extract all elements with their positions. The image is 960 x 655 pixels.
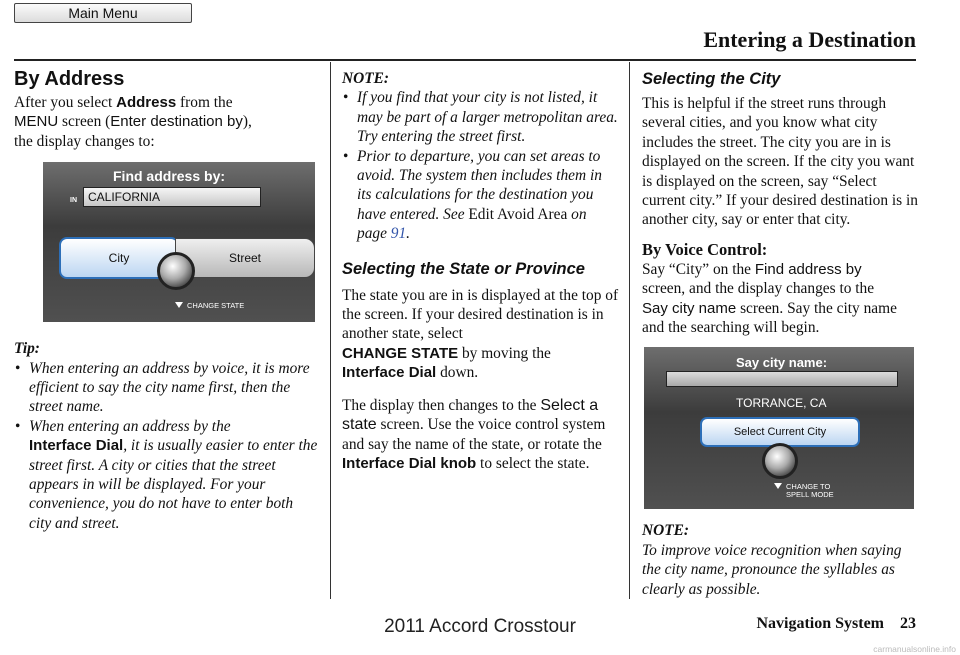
city-input-bar[interactable] bbox=[666, 371, 898, 387]
column-1 bbox=[14, 64, 319, 533]
voice-control-heading: By Voice Control: bbox=[642, 239, 768, 259]
note-item: • Prior to departure, you can set areas to avoid. The system then includes them in its calculations for the destination you have entered. See Edit Avoid Area on page 91. bbox=[342, 147, 620, 244]
city-tab[interactable]: City bbox=[59, 237, 179, 279]
say-city-screen bbox=[644, 347, 914, 509]
city-note: To improve voice recognition when saying the city name, pronounce the syllables as clearly as possible. bbox=[642, 541, 902, 598]
column-divider-2 bbox=[629, 62, 630, 599]
state-field[interactable]: CALIFORNIA bbox=[83, 187, 261, 207]
note-label: NOTE: bbox=[342, 70, 390, 87]
say-city-title: Say city name: bbox=[736, 355, 828, 371]
column-divider-1 bbox=[330, 62, 331, 599]
tip-item: • When entering an address by the Interface Dial, it is usually easier to enter the street first. A city or cities that the street appears in will be displayed. For your convenience, you do not have to enter both city and street. bbox=[14, 417, 319, 533]
note-item: • If you find that your city is not listed, it may be part of a larger metropolitan area. Try entering the street first. bbox=[342, 88, 620, 146]
voice-para: Say “City” on the Find address by screen, and the display changes to the Say city name screen. Say the city name and the searching will begin. bbox=[642, 260, 897, 337]
tip-item: • When entering an address by voice, it is more efficient to say the city name first, then the street name. bbox=[14, 359, 319, 417]
find-address-screen bbox=[43, 162, 315, 322]
page-footer: Navigation System 23 bbox=[756, 615, 916, 632]
column-3 bbox=[642, 64, 918, 599]
site-watermark: carmanualsonline.info bbox=[873, 644, 956, 654]
city-note-label: NOTE: bbox=[642, 522, 690, 540]
by-address-heading: By Address bbox=[14, 68, 125, 90]
interface-dial-icon bbox=[157, 252, 195, 290]
page-link[interactable]: 91 bbox=[390, 225, 407, 243]
model-watermark: 2011 Accord Crosstour bbox=[384, 616, 576, 637]
city-para: This is helpful if the street runs through several cities, and you know what city includes the street. The city you are in is displayed on the screen. If the city you want is displayed on the screen, say “Select current city.” If your desired destination is in another city, say or enter that city. bbox=[642, 95, 918, 229]
in-label: IN bbox=[70, 197, 77, 205]
page-title: Entering a Destination bbox=[703, 27, 916, 52]
select-current-city-button[interactable]: Select Current City bbox=[700, 417, 860, 447]
change-state-hint: CHANGE STATE bbox=[175, 302, 244, 310]
note-list bbox=[342, 88, 620, 243]
change-to-spell-hint: CHANGE TO SPELL MODE bbox=[774, 483, 834, 499]
by-address-intro: After you select Address from the MENU screen (Enter destination by), the display changes to: bbox=[14, 94, 252, 150]
selecting-city-heading: Selecting the City bbox=[642, 70, 781, 88]
tip-label: Tip: bbox=[14, 340, 40, 358]
main-menu-button[interactable]: Main Menu bbox=[14, 3, 192, 23]
state-para-1: The state you are in is displayed at the top of the screen. If your desired destination is in another state, select CHANGE STATE by moving the Interface Dial down. bbox=[342, 286, 619, 382]
header-rule bbox=[14, 59, 916, 61]
triangle-down-icon bbox=[774, 483, 782, 489]
triangle-down-icon bbox=[175, 302, 183, 308]
column-2 bbox=[342, 64, 620, 473]
state-province-heading: Selecting the State or Province bbox=[342, 259, 585, 278]
street-tab[interactable]: Street bbox=[175, 238, 315, 278]
tip-list bbox=[14, 359, 319, 534]
find-address-title: Find address by: bbox=[113, 168, 226, 185]
state-para-2: The display then changes to the Select a state screen. Use the voice control system and say the name of the state, or rotate the Interface Dial knob to select the state. bbox=[342, 396, 606, 472]
current-city-label: TORRANCE, CA bbox=[736, 396, 827, 411]
interface-dial-icon bbox=[762, 443, 798, 479]
